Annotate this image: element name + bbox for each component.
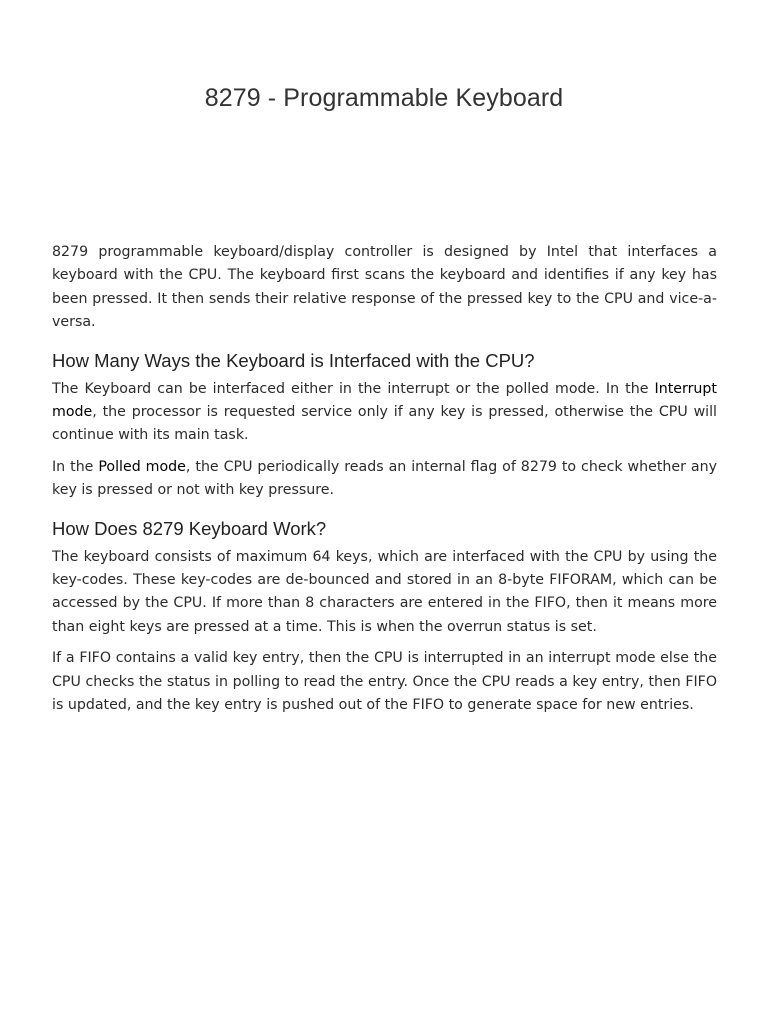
polled-mode-paragraph — [52, 456, 717, 503]
interrupt-mode-term: Interrupt mode — [52, 380, 717, 421]
section-heading-interface-ways: How Many Ways the Keyboard is Interfaced with the CPU? — [52, 349, 535, 371]
intro-paragraph: 8279 programmable keyboard/display controller is designed by Intel that interfaces a keyboard with the CPU. The keyboard first scans the keyboard and identifies if any key has been pressed. It then sends their relative response of the pressed key to the CPU and vice-a-versa. — [52, 244, 717, 331]
paragraph-text: , the processor is requested service only if any key is pressed, otherwise the CPU will continue with its main task. — [52, 404, 717, 444]
interrupt-mode-paragraph — [52, 378, 717, 448]
page-title: 8279 - Programmable Keyboard — [204, 84, 564, 112]
keyboard-work-paragraph: The keyboard consists of maximum 64 keys, which are interfaced with the CPU by using the key-codes. These key-codes are de-bounced and stored in an 8-byte FIFORAM, which can be accessed by the CPU. If more than 8 characters are entered in the FIFO, then it means more than eight keys are pressed at a time. This is when the overrun status is set. — [52, 548, 717, 635]
paragraph-text: In the — [52, 458, 99, 475]
polled-mode-term: Polled mode — [98, 458, 186, 475]
paragraph-text: , the CPU periodically reads an internal flag of 8279 to check whether any key is pressed or not with key pressure. — [52, 458, 718, 499]
paragraph-text: The Keyboard can be interfaced either in the interrupt or the polled mode. In the — [52, 380, 655, 397]
article-body — [52, 241, 717, 726]
fifo-paragraph: If a FIFO contains a valid key entry, then the CPU is interrupted in an interrupt mode else the CPU checks the status in polling to read the entry. Once the CPU reads a key entry, then FIFO is updated, and the key entry is pushed out of the FIFO to generate space for new entries. — [52, 650, 717, 714]
section-heading-how-it-works: How Does 8279 Keyboard Work? — [52, 517, 327, 539]
